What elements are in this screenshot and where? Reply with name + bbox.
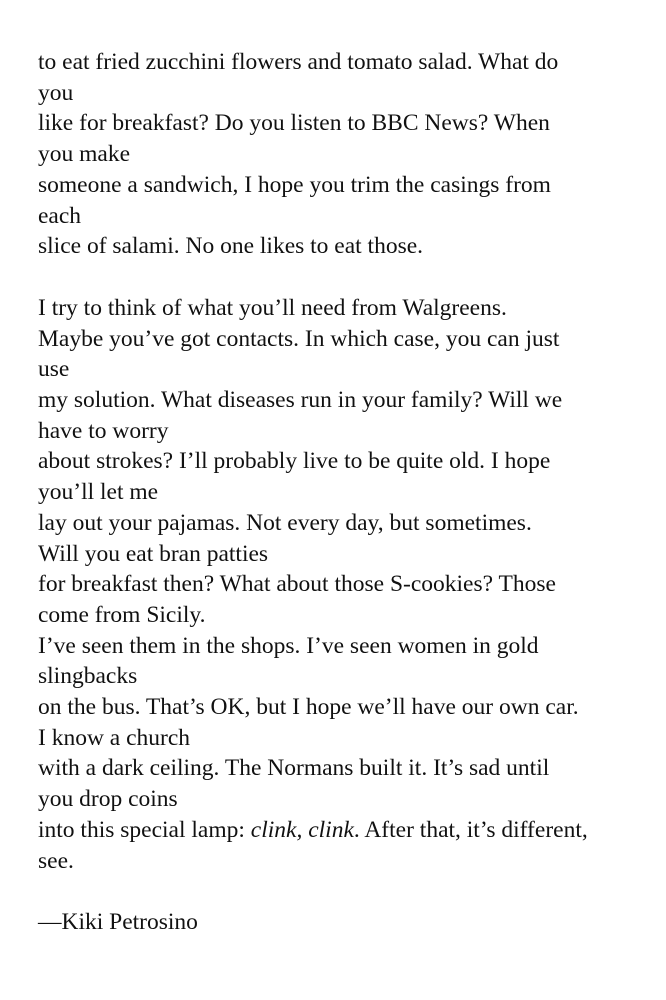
poem-line: slice of salami. No one likes to eat those. [38, 233, 424, 260]
italic-onomatopoeia: clink, clink [250, 816, 354, 843]
poem-line: to eat fried zucchini flowers and tomato salad. What do [38, 49, 559, 75]
poem-line: about strokes? I’ll probably live to be quite old. I hope [38, 448, 551, 475]
poem-stanza-1 [38, 47, 648, 262]
poem-line-with-italic [38, 815, 648, 846]
poem-line: like for breakfast? Do you listen to BBC News? When [38, 110, 550, 137]
poem-page [38, 47, 648, 938]
poem-line: lay out your pajamas. Not every day, but sometimes. [38, 509, 532, 536]
poem-line: I try to think of what you’ll need from Walgreens. [38, 294, 507, 321]
poem-line: for breakfast then? What about those S-cookies? Those [38, 571, 556, 598]
poem-line: each [38, 202, 82, 229]
poem-line: I’ve seen them in the shops. I’ve seen women in gold [38, 632, 539, 659]
poem-stanza-2 [38, 293, 648, 876]
author-name: —Kiki Petrosino [38, 909, 198, 936]
poem-line: you drop coins [38, 786, 178, 813]
poem-line: my solution. What diseases run in your family? Will we [38, 387, 563, 414]
poem-line: on the bus. That’s OK, but I hope we’ll have our own car. [38, 694, 579, 721]
poem-line: Will you eat bran patties [38, 540, 269, 567]
line-suffix: . After that, it’s different, [353, 816, 588, 843]
poem-line: slingbacks [38, 663, 138, 690]
poem-line: you [38, 79, 74, 106]
poem-line: you’ll let me [38, 479, 159, 506]
poem-line: see. [38, 847, 74, 874]
poem-line: come from Sicily. [38, 601, 206, 628]
poem-line: you make [38, 141, 131, 168]
poem-line: Maybe you’ve got contacts. In which case, you can just [38, 325, 560, 352]
poem-line: have to worry [38, 417, 169, 444]
poem-attribution [38, 907, 648, 938]
poem-line: I know a church [38, 724, 191, 751]
poem-line: someone a sandwich, I hope you trim the casings from [38, 171, 551, 198]
poem-line: use [38, 356, 70, 383]
line-prefix: into this special lamp: [38, 816, 251, 843]
poem-line: with a dark ceiling. The Normans built it. It’s sad until [38, 755, 550, 782]
